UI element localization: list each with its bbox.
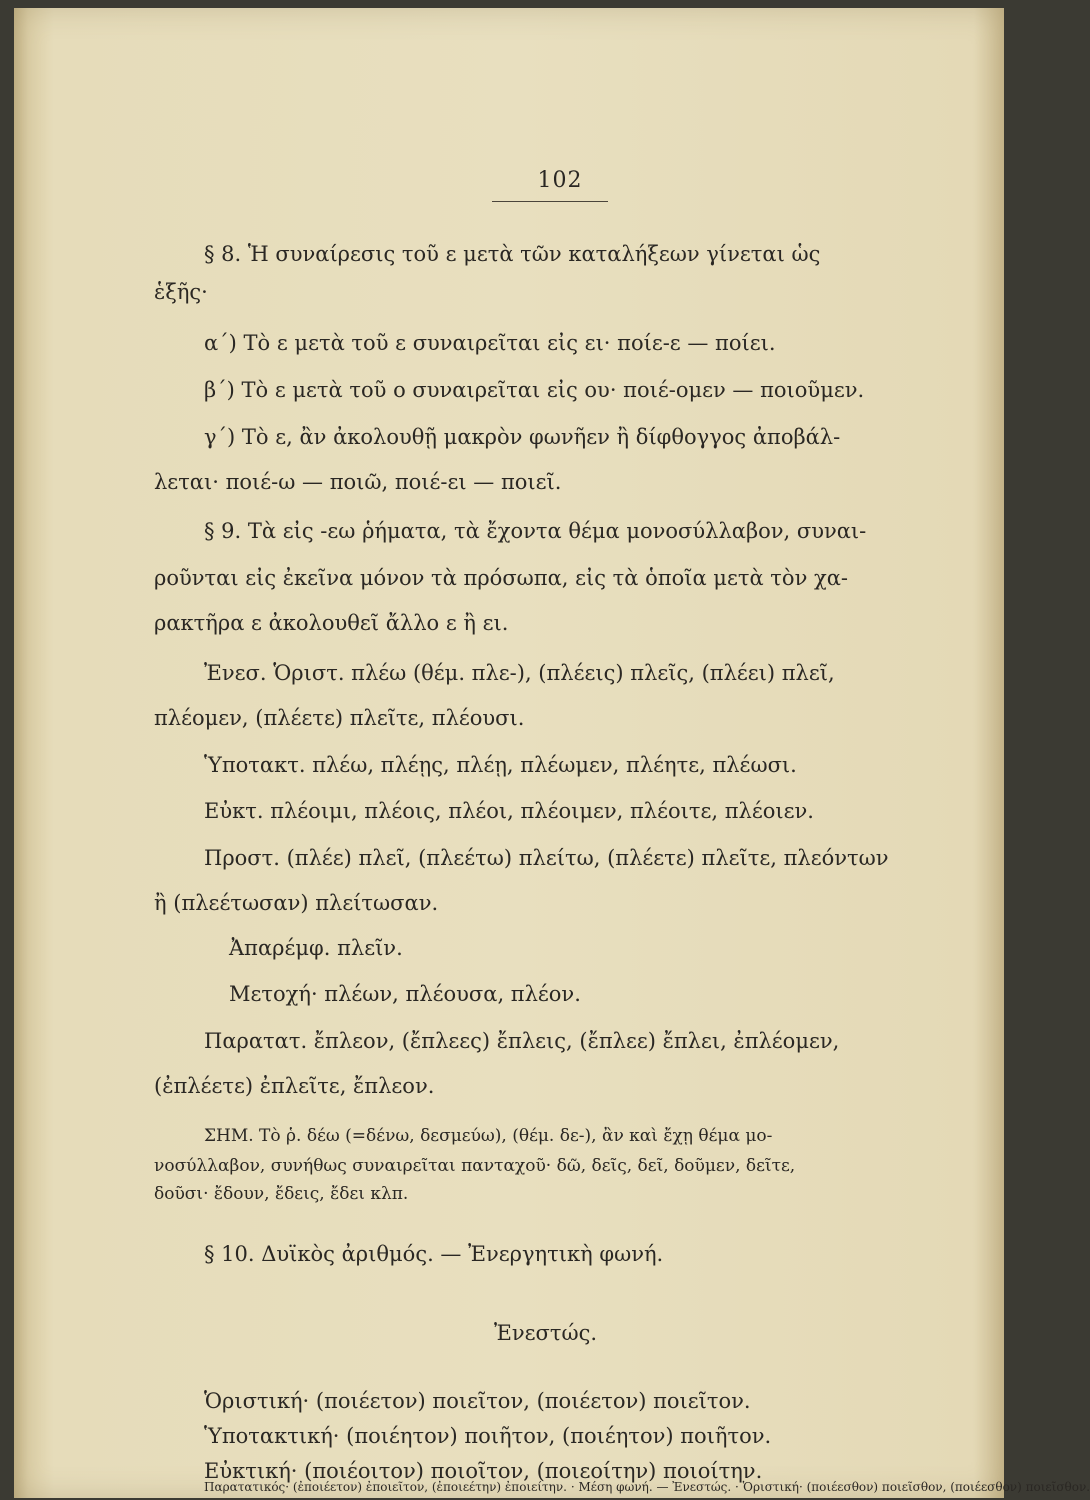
book-page bbox=[14, 8, 1004, 1498]
rule-c-line-2: λεται· ποιέ-ω — ποιῶ, ποιέ-ει — ποιεῖ. bbox=[154, 470, 562, 494]
note-line-2: νοσύλλαβον, συνήθως συναιρεῖται πανταχοῦ· δῶ, δεῖς, δεῖ, δοῦμεν, δεῖτε, bbox=[154, 1156, 796, 1176]
page-number-rule bbox=[492, 201, 608, 202]
dual-imperfect: Παρατατικός· (ἐποιέετον) ἐποιεῖτον, (ἐποιεέτην) ἐποιείτην. bbox=[204, 1480, 567, 1494]
conj-present-indicative-2: πλέομεν, (πλέετε) πλεῖτε, πλέουσι. bbox=[154, 706, 525, 730]
conj-imperfect-2: (ἐπλέετε) ἐπλεῖτε, ἔπλεον. bbox=[154, 1074, 435, 1098]
conj-infinitive: Ἀπαρέμφ. πλεῖν. bbox=[229, 936, 403, 960]
rule-b: β΄) Τὸ ε μετὰ τοῦ ο συναιρεῖται εἰς ου· ποιέ-ομεν — ποιοῦμεν. bbox=[204, 378, 865, 402]
conj-present-indicative-1: Ἐνεσ. Ὁριστ. πλέω (θέμ. πλε-), (πλέεις) πλεῖς, (πλέει) πλεῖ, bbox=[204, 661, 835, 685]
middle-voice-heading: Μέση φωνή. — Ἐνεστώς. bbox=[578, 1480, 732, 1494]
dual-optative: Εὐκτική· (ποιέοιτον) ποιοῖτον, (ποιεοίτην) ποιοίτην. bbox=[204, 1459, 763, 1483]
middle-indicative: Ὁριστική· (ποιέεσθον) ποιεῖσθον, (ποιέεσθον) ποιεῖσθον. bbox=[742, 1480, 1090, 1494]
section-10-heading: § 10. Δυϊκὸς ἀριθμός. — Ἐνεργητικὴ φωνή. bbox=[204, 1242, 664, 1266]
subheading-present: Ἐνεστώς. bbox=[494, 1321, 598, 1345]
conj-imperative-2: ἢ (πλεέτωσαν) πλείτωσαν. bbox=[154, 891, 439, 915]
overflow-lines: Παρατατικός· (ἐποιέετον) ἐποιεῖτον, (ἐποιεέτην) ἐποιείτην. · Μέση φωνή. — Ἐνεστώς. · Ὁριστική· (ποιέεσθον) ποιεῖσθον, (ποιέεσθον) ποιεῖσθον. bbox=[204, 1480, 1090, 1494]
dual-subjunctive: Ὑποτακτική· (ποιέητον) ποιῆτον, (ποιέητον) ποιῆτον. bbox=[204, 1424, 772, 1448]
section-8-line-2: ἑξῆς· bbox=[154, 280, 208, 304]
conj-subjunctive: Ὑποτακτ. πλέω, πλέῃς, πλέῃ, πλέωμεν, πλέητε, πλέωσι. bbox=[204, 753, 797, 777]
note-line-3: δοῦσι· ἔδουν, ἔδεις, ἔδει κλπ. bbox=[154, 1184, 409, 1204]
note-line-1: ΣΗΜ. Τὸ ῥ. δέω (=δένω, δεσμεύω), (θέμ. δε-), ἂν καὶ ἔχῃ θέμα μο- bbox=[204, 1126, 773, 1146]
dual-indicative: Ὁριστική· (ποιέετον) ποιεῖτον, (ποιέετον) ποιεῖτον. bbox=[204, 1389, 751, 1413]
page-number: 102 bbox=[537, 168, 583, 193]
section-9-line-1: § 9. Τὰ εἰς -εω ῥήματα, τὰ ἔχοντα θέμα μονοσύλλαβον, συναι- bbox=[204, 519, 867, 543]
conj-participle: Μετοχή· πλέων, πλέουσα, πλέον. bbox=[229, 982, 581, 1006]
conj-imperfect-1: Παρατατ. ἔπλεον, (ἔπλεες) ἔπλεις, (ἔπλεε) ἔπλει, ἐπλέομεν, bbox=[204, 1029, 840, 1053]
conj-imperative-1: Προστ. (πλέε) πλεῖ, (πλεέτω) πλείτω, (πλέετε) πλεῖτε, πλεόντων bbox=[204, 846, 889, 870]
section-9-line-3: ρακτῆρα ε ἀκολουθεῖ ἄλλο ε ἢ ει. bbox=[154, 611, 509, 635]
section-8-line-1: § 8. Ἡ συναίρεσις τοῦ ε μετὰ τῶν καταλήξεων γίνεται ὡς bbox=[204, 242, 821, 266]
rule-a: α΄) Τὸ ε μετὰ τοῦ ε συναιρεῖται εἰς ει· ποίε-ε — ποίει. bbox=[204, 331, 776, 355]
rule-c-line-1: γ΄) Τὸ ε, ἂν ἀκολουθῇ μακρὸν φωνῆεν ἢ δίφθογγος ἀποβάλ- bbox=[204, 425, 841, 449]
section-9-line-2: ροῦνται εἰς ἐκεῖνα μόνον τὰ πρόσωπα, εἰς τὰ ὁποῖα μετὰ τὸν χα- bbox=[154, 566, 849, 590]
conj-optative: Εὐκτ. πλέοιμι, πλέοις, πλέοι, πλέοιμεν, πλέοιτε, πλέοιεν. bbox=[204, 799, 814, 823]
